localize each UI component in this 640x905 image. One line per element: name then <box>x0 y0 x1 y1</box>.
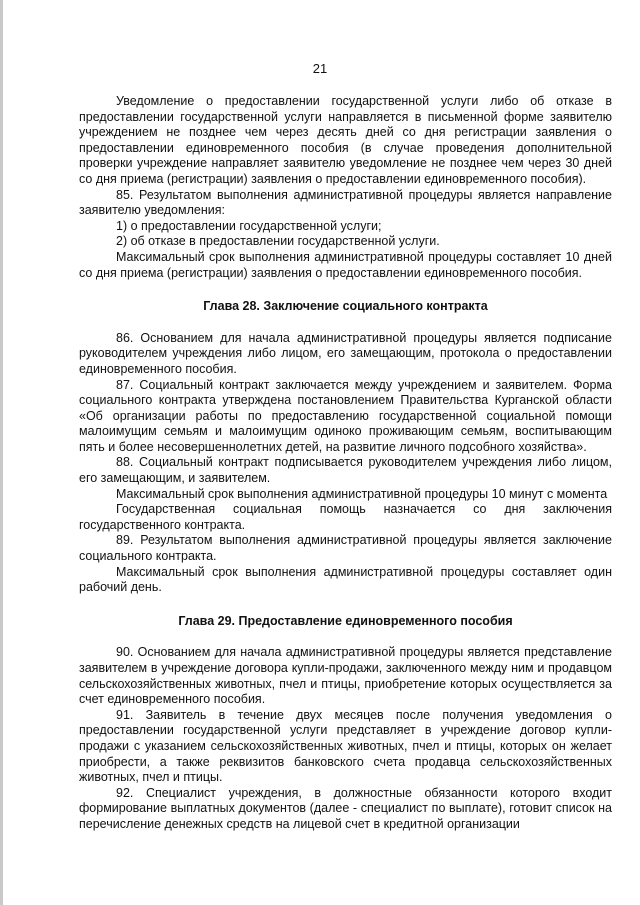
paragraph-85-term: Максимальный срок выполнения административной процедуры составляет 10 дней со дня приема (регистрации) заявления о предоставлении единовременного пособия. <box>79 249 612 280</box>
paragraph-92: 92. Специалист учреждения, в должностные обязанности которого входит формирование выплатных документов (далее - специалист по выплате), готовит список на перечисление денежных средств на лицевой счет в кредитной организации <box>79 785 612 831</box>
paragraph-88-term: Максимальный срок выполнения административной процедуры 10 минут с момента <box>116 486 608 501</box>
chapter-29-title: Глава 29. Предоставление единовременного пособия <box>178 613 513 628</box>
paragraph-88-assign: Государственная социальная помощь назначается со дня заключения государственного контракта. <box>79 502 612 532</box>
paragraph-88: 88. Социальный контракт подписывается руководителем учреждения либо лицом, его замещающим, и заявителем. <box>79 455 612 486</box>
paragraph-89: 89. Результатом выполнения административной процедуры является заключение социального контракта. <box>79 533 612 564</box>
chapter-28-title: Глава 28. Заключение социального контракта <box>203 299 488 314</box>
list-item-85-2: 2) об отказе в предоставлении государственной услуги. <box>116 234 440 249</box>
page-number: 21 <box>312 61 328 76</box>
paragraph-85: 85. Результатом выполнения административной процедуры является направление заявителю уведомления: <box>79 187 612 218</box>
paragraph-87: 87. Социальный контракт заключается между учреждением и заявителем. Форма социального контракта утверждена постановлением Правительства Курганской области «Об организации работы по предоставлению государственной социальной помощи малоимущим семьям и малоимущим одиноко проживающим семьям, воспитывающим пять и более несовершеннолетних детей, на развитие личного подсобного хозяйства». <box>79 377 612 454</box>
document-body <box>79 94 612 833</box>
scan-edge <box>0 0 3 905</box>
paragraph-91: 91. Заявитель в течение двух месяцев после получения уведомления о предоставлении государственной услуги представляет в учреждение договор купли-продажи с указанием сельскохозяйственных животных, пчел и птицы, которых он желает приобрести, а также реквизитов банковского счета продавца сельскохозяйственных животных, пчел и птицы. <box>79 707 612 785</box>
paragraph-90: 90. Основанием для начала административной процедуры является представление заявителем в учреждение договора купли-продажи, заключенного между ним и продавцом сельскохозяйственных животных, пчел и птицы, приобретение которых осуществляется за счет единовременного пособия. <box>79 645 612 707</box>
paragraph-86: 86. Основанием для начала административной процедуры является подписание руководителем учреждения либо лицом, его замещающим, протокола о предоставлении единовременного пособия. <box>79 330 612 376</box>
paragraph-89-term: Максимальный срок выполнения административной процедуры составляет один рабочий день. <box>79 564 612 595</box>
list-item-85-1: 1) о предоставлении государственной услуги; <box>116 218 382 233</box>
paragraph-notice: Уведомление о предоставлении государственной услуги либо об отказе в предоставлении государственной услуги направляется в письменной форме заявителю учреждением не позднее чем через десять дней со дня регистрации заявления о предоставлении единовременного пособия (в случае проведения дополнительной проверки учреждение направляет заявителю уведомление не позднее чем через 30 дней со дня приема (регистрации) заявления о предоставлении единовременного пособия). <box>79 94 612 186</box>
